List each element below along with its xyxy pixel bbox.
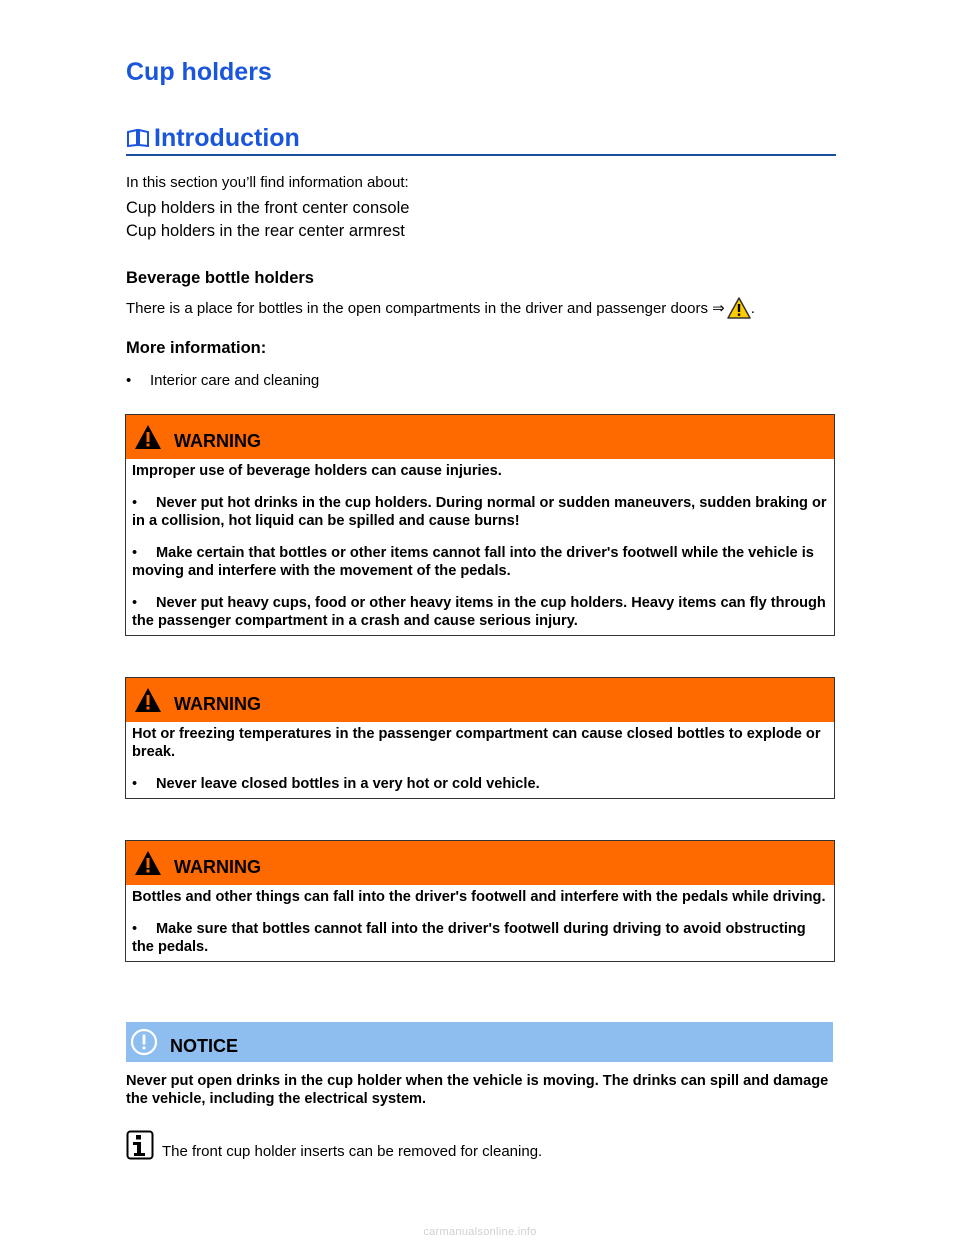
warning-triangle-icon	[134, 424, 162, 450]
warning-intro: Bottles and other things can fall into the driver's footwell and interfere with the pedals while driving.	[132, 889, 826, 905]
bullet: •	[126, 372, 132, 389]
warning-label: WARNING	[174, 693, 261, 714]
warning-item	[132, 494, 828, 530]
warning-item-text: Make sure that bottles cannot fall into the driver's footwell during driving to avoid obstructing the pedals.	[132, 921, 806, 955]
beverage-text	[126, 297, 755, 319]
notice-header	[126, 1022, 833, 1062]
warning-item	[132, 594, 828, 630]
beverage-text-end: .	[750, 299, 755, 317]
warning-item	[132, 775, 828, 793]
more-info-item-text: Interior care and cleaning	[150, 372, 320, 389]
warning-body	[126, 885, 834, 961]
warning-header	[126, 415, 834, 459]
warning-box	[125, 414, 835, 636]
info-icon	[126, 1130, 154, 1160]
section-title-text: Introduction	[154, 124, 300, 152]
warning-box	[125, 677, 835, 799]
warning-label: WARNING	[174, 430, 261, 451]
more-info-heading: More information:	[126, 339, 267, 357]
bullet: •	[132, 595, 138, 611]
tip-text: The front cup holder inserts can be removed for cleaning.	[162, 1143, 543, 1160]
warning-intro: Improper use of beverage holders can cause injuries.	[132, 463, 502, 479]
page-title: Cup holders	[126, 58, 272, 86]
beverage-heading: Beverage bottle holders	[126, 269, 314, 287]
notice-text: Never put open drinks in the cup holder when the vehicle is moving. The drinks can spill and damage the vehicle, including the electrical system.	[126, 1073, 829, 1107]
beverage-text-content: There is a place for bottles in the open compartments in the driver and passenger doors ⇒	[126, 300, 725, 317]
warning-intro: Hot or freezing temperatures in the passenger compartment can cause closed bottles to explode or break.	[132, 726, 821, 760]
warning-triangle-icon[interactable]	[727, 297, 751, 319]
warning-item	[132, 920, 828, 956]
exclamation-circle-icon	[130, 1028, 158, 1056]
section-title	[126, 124, 836, 156]
bullet: •	[132, 776, 138, 792]
warning-item-text: Never put heavy cups, food or other heavy items in the cup holders. Heavy items can fly through the passenger compartment in a crash and cause serious injury.	[132, 595, 826, 629]
bullet: •	[132, 545, 138, 561]
book-icon	[126, 129, 152, 149]
warning-item-text: Never put hot drinks in the cup holders. During normal or sudden maneuvers, sudden braking or in a collision, hot liquid can be spilled and cause burns!	[132, 495, 827, 529]
warning-item-text: Make certain that bottles or other items cannot fall into the driver's footwell while the vehicle is moving and interfere with the movement of the pedals.	[132, 545, 814, 579]
more-info-item[interactable]	[126, 372, 319, 389]
intro-text: In this section you’ll find information about:	[126, 174, 409, 191]
warning-box	[125, 840, 835, 962]
topic-link[interactable]: Cup holders in the front center console	[126, 199, 410, 217]
warning-triangle-icon	[134, 850, 162, 876]
warning-header	[126, 841, 834, 885]
bullet: •	[132, 921, 138, 937]
warning-body	[126, 459, 834, 635]
warning-item-text: Never leave closed bottles in a very hot or cold vehicle.	[156, 776, 540, 792]
topic-link[interactable]: Cup holders in the rear center armrest	[126, 222, 405, 240]
warning-item	[132, 544, 828, 580]
footer-watermark: carmanualsonline.info	[423, 1226, 537, 1238]
bullet: •	[132, 495, 138, 511]
warning-triangle-icon	[134, 687, 162, 713]
warning-header	[126, 678, 834, 722]
warning-label: WARNING	[174, 856, 261, 877]
notice-label: NOTICE	[170, 1035, 239, 1056]
warning-body	[126, 722, 834, 798]
tip	[126, 1130, 542, 1160]
